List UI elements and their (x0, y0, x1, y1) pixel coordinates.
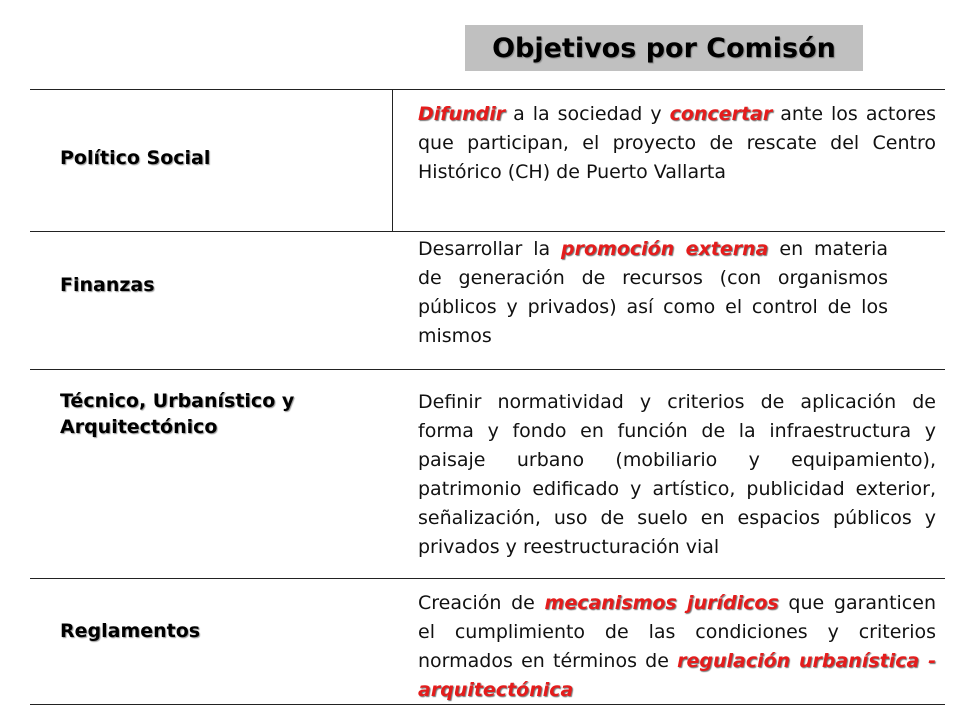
row-divider (30, 89, 945, 90)
desc-text: Definir normatividad y criterios de aplicación de forma y fondo en función de la infraestructura y paisaje urbano (mobiliario y equipamiento), patrimonio edificado y artístico, publicidad exterior, señalización, uso de suelo en espacios públicos y privados y reestructuración vial (418, 391, 936, 558)
highlight-term: concertar (669, 103, 773, 125)
desc-text: que garanticen el cumplimiento de las condiciones y criterios normados en términos de (418, 592, 936, 672)
page-title: Objetivos por Comisón (492, 32, 836, 64)
desc-text: ante los actores que participan, el proyecto de rescate del Centro Histórico (CH) de Puerto Vallarta (418, 103, 936, 183)
desc-text: a la sociedad y (505, 103, 670, 125)
desc-text: en materia de generación de recursos (con organismos públicos y privados) así como el control de los mismos (418, 238, 888, 347)
desc-text: Creación de (418, 592, 545, 614)
row-label-reglamentos: Reglamentos (60, 620, 201, 642)
row-divider (30, 369, 945, 370)
column-divider (392, 89, 393, 231)
row-desc-finanzas (418, 235, 888, 351)
row-label-politico-social: Político Social (60, 147, 211, 169)
row-label-tecnico: Técnico, Urbanístico y Arquitectónico (60, 390, 295, 438)
row-divider (30, 231, 945, 232)
row-desc-tecnico (418, 388, 936, 562)
row-divider (30, 578, 945, 579)
highlight-term: regulación urbanística - arquitectónica (418, 650, 936, 701)
desc-text: Desarrollar la (418, 238, 562, 260)
row-desc-politico-social (418, 100, 936, 187)
row-label-finanzas: Finanzas (60, 274, 155, 296)
highlight-term: mecanismos jurídicos (544, 592, 779, 614)
row-desc-reglamentos (418, 589, 936, 705)
title-box (465, 25, 863, 71)
highlight-term: Difundir (418, 103, 506, 125)
highlight-term: promoción externa (561, 238, 769, 260)
